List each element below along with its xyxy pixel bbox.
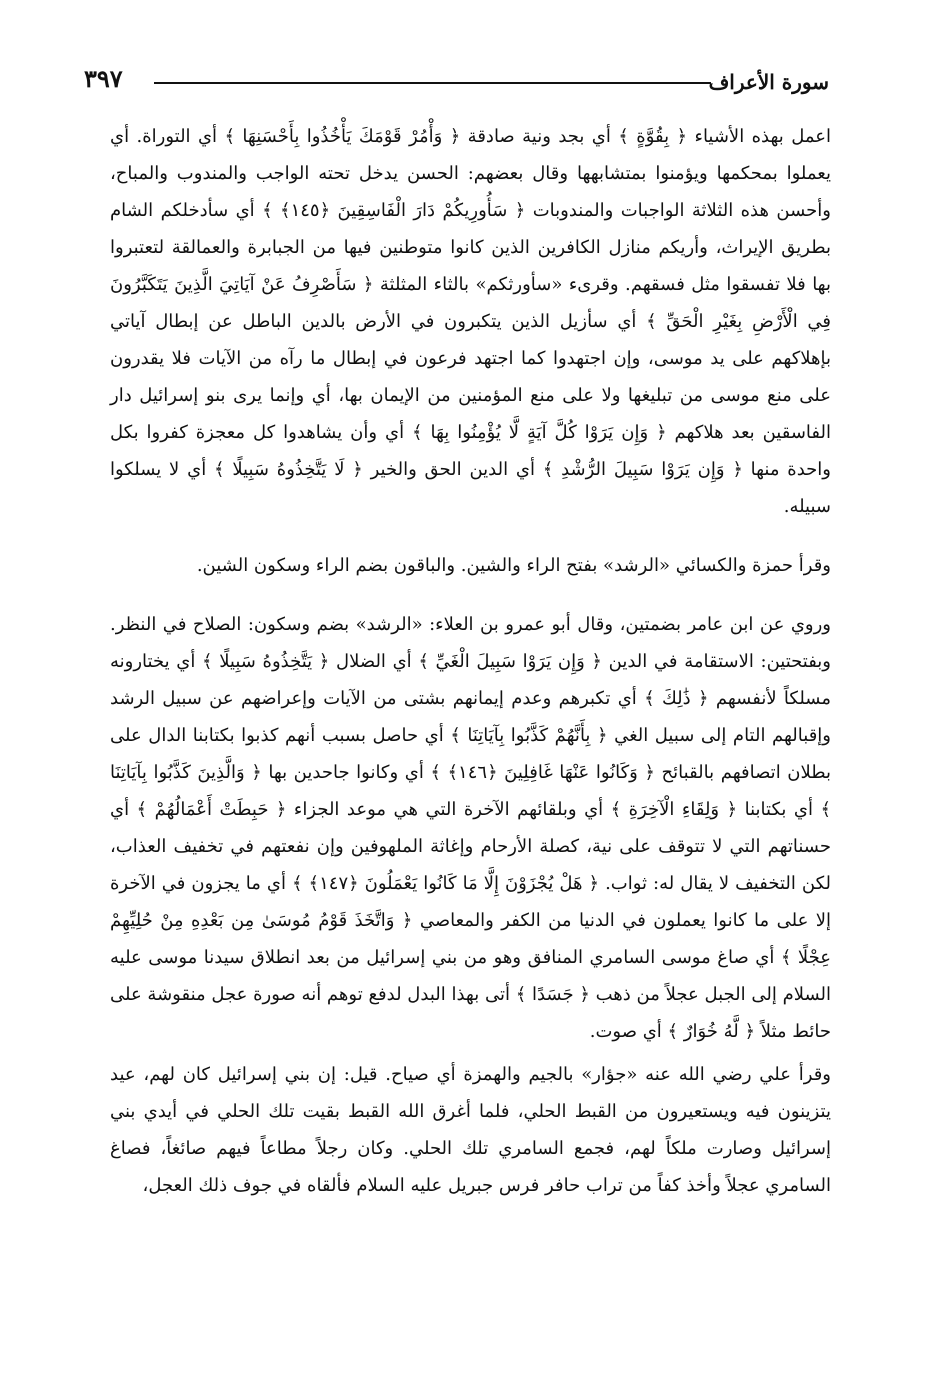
surah-title: سورة الأعراف (708, 70, 829, 94)
qiraat-note: وقرأ علي رضي الله عنه «جؤار» بالجيم والهمزة أي صياح. قيل: إن بني إسرائيل كان لهم، عيد يتزينون فيه ويستعيرون من القبط الحلي، فلما أغرق الله القبط بقيت تلك الحلي في أيدي بني إسرائيل وصارت ملكاً لهم، فجمع السامري تلك الحلي. وكان رجلاً مطاعاً فيهم صائغاً، فصاغ السامري عجلاً وأخذ كفاً من تراب حافر فرس جبريل عليه السلام فألقاه في جوف ذلك العجل، (110, 1064, 831, 1196)
qiraat-note: وقرأ حمزة والكسائي «الرشد» بفتح الراء والشين. والباقون بضم الراء وسكون الشين. (196, 555, 831, 576)
page-number: ٣٩٧ (84, 64, 123, 93)
commentary-paragraph: وروي عن ابن عامر بضمتين، وقال أبو عمرو بن العلاء: «الرشد» بضم وسكون: الصلاح في النظر. وبفتحتين: الاستقامة في الدين ﴿ وَإِن يَرَوْا سَبِيلَ الْغَيِّ ﴾ أي الضلال ﴿ يَتَّخِذُوهُ سَبِيلًا ﴾ أي يختارونه مسلكاً لأنفسهم ﴿ ذَٰلِكَ ﴾ أي تكبرهم وعدم إيمانهم بشتى من الآيات وإعراضهم عن سبيل الرشد وإقبالهم التام إلى سبيل الغي ﴿ بِأَنَّهُمْ كَذَّبُوا بِآيَاتِنَا ﴾ أي حاصل بسبب أنهم كذبوا بكتابنا الدال على بطلان اتصافهم بالقبائح ﴿ وَكَانُوا عَنْهَا غَافِلِينَ ﴿١٤٦﴾ ﴾ أي وكانوا جاحدين بها ﴿ وَالَّذِينَ كَذَّبُوا بِآيَاتِنَا ﴾ أي بكتابنا ﴿ وَلِقَاءِ الْآخِرَةِ ﴾ أي وبلقائهم الآخرة التي هي موعد الجزاء ﴿ حَبِطَتْ أَعْمَالُهُمْ ﴾ أي حسناتهم التي لا تتوقف على نية، كصلة الأرحام وإغاثة الملهوفين وإن نفعتهم في تخفيف العذاب، لكن التخفيف لا يقال له: ثواب. ﴿ هَلْ يُجْزَوْنَ إِلَّا مَا كَانُوا يَعْمَلُونَ ﴿١٤٧﴾ ﴾ أي ما يجزون في الآخرة إلا على ما كانوا يعملون في الدنيا من الكفر والمعاصي ﴿ وَاتَّخَذَ قَوْمُ مُوسَىٰ مِن بَعْدِهِ مِنْ حُلِيِّهِمْ عِجْلًا ﴾ أي صاغ موسى السامري المنافق وهو من بني إسرائيل من بعد انطلاق سيدنا موسى عليه السلام إلى الجبل عجلاً من ذهب ﴿ جَسَدًا ﴾ أتى بهذا البدل لدفع توهم أنه صورة عجل منقوشة على حائط مثلاً ﴿ لَّهُ خُوَارٌ ﴾ أي صوت. (110, 614, 831, 1042)
header-rule (154, 82, 711, 84)
tafsir-body (110, 118, 831, 1204)
commentary-paragraph: اعمل بهذه الأشياء ﴿ بِقُوَّةٍ ﴾ أي بجد ونية صادقة ﴿ وَأْمُرْ قَوْمَكَ يَأْخُذُوا بِأَحْسَنِهَا ﴾ أي التوراة. أي يعملوا بمحكمها ويؤمنوا بمتشابهها وقال بعضهم: الحسن يدخل تحته الواجب والمندوب والمباح، وأحسن هذه الثلاثة الواجبات والمندوبات ﴿ سَأُورِيكُمْ دَارَ الْفَاسِقِينَ ﴿١٤٥﴾ ﴾ أي سأدخلكم الشام بطريق الإيراث، وأريكم منازل الكافرين الذين كانوا متوطنين فيها من الجبابرة والعمالقة لتعتبروا بها فلا تفسقوا مثل فسقهم. وقرىء «سأورثكم» بالثاء المثلثة ﴿ سَأَصْرِفُ عَنْ آيَاتِيَ الَّذِينَ يَتَكَبَّرُونَ فِي الْأَرْضِ بِغَيْرِ الْحَقِّ ﴾ أي سأزيل الذين يتكبرون في الأرض بالدين الباطل عن إبطال آياتي بإهلاكهم على يد موسى، وإن اجتهدوا كما اجتهد فرعون في إبطال ما رآه من الآيات فلا يقدرون على منع موسى من تبليغها ولا على منع المؤمنين من الإيمان بها، أي وإنما يرى بنو إسرائيل دار الفاسقين بعد هلاكهم ﴿ وَإِن يَرَوْا كُلَّ آيَةٍ لَّا يُؤْمِنُوا بِهَا ﴾ أي وأن يشاهدوا كل معجزة كفروا بكل واحدة منها ﴿ وَإِن يَرَوْا سَبِيلَ الرُّشْدِ ﴾ أي الدين الحق والخير ﴿ لَا يَتَّخِذُوهُ سَبِيلًا ﴾ أي لا يسلكوا سبيله. (110, 126, 831, 517)
running-header (84, 60, 829, 100)
